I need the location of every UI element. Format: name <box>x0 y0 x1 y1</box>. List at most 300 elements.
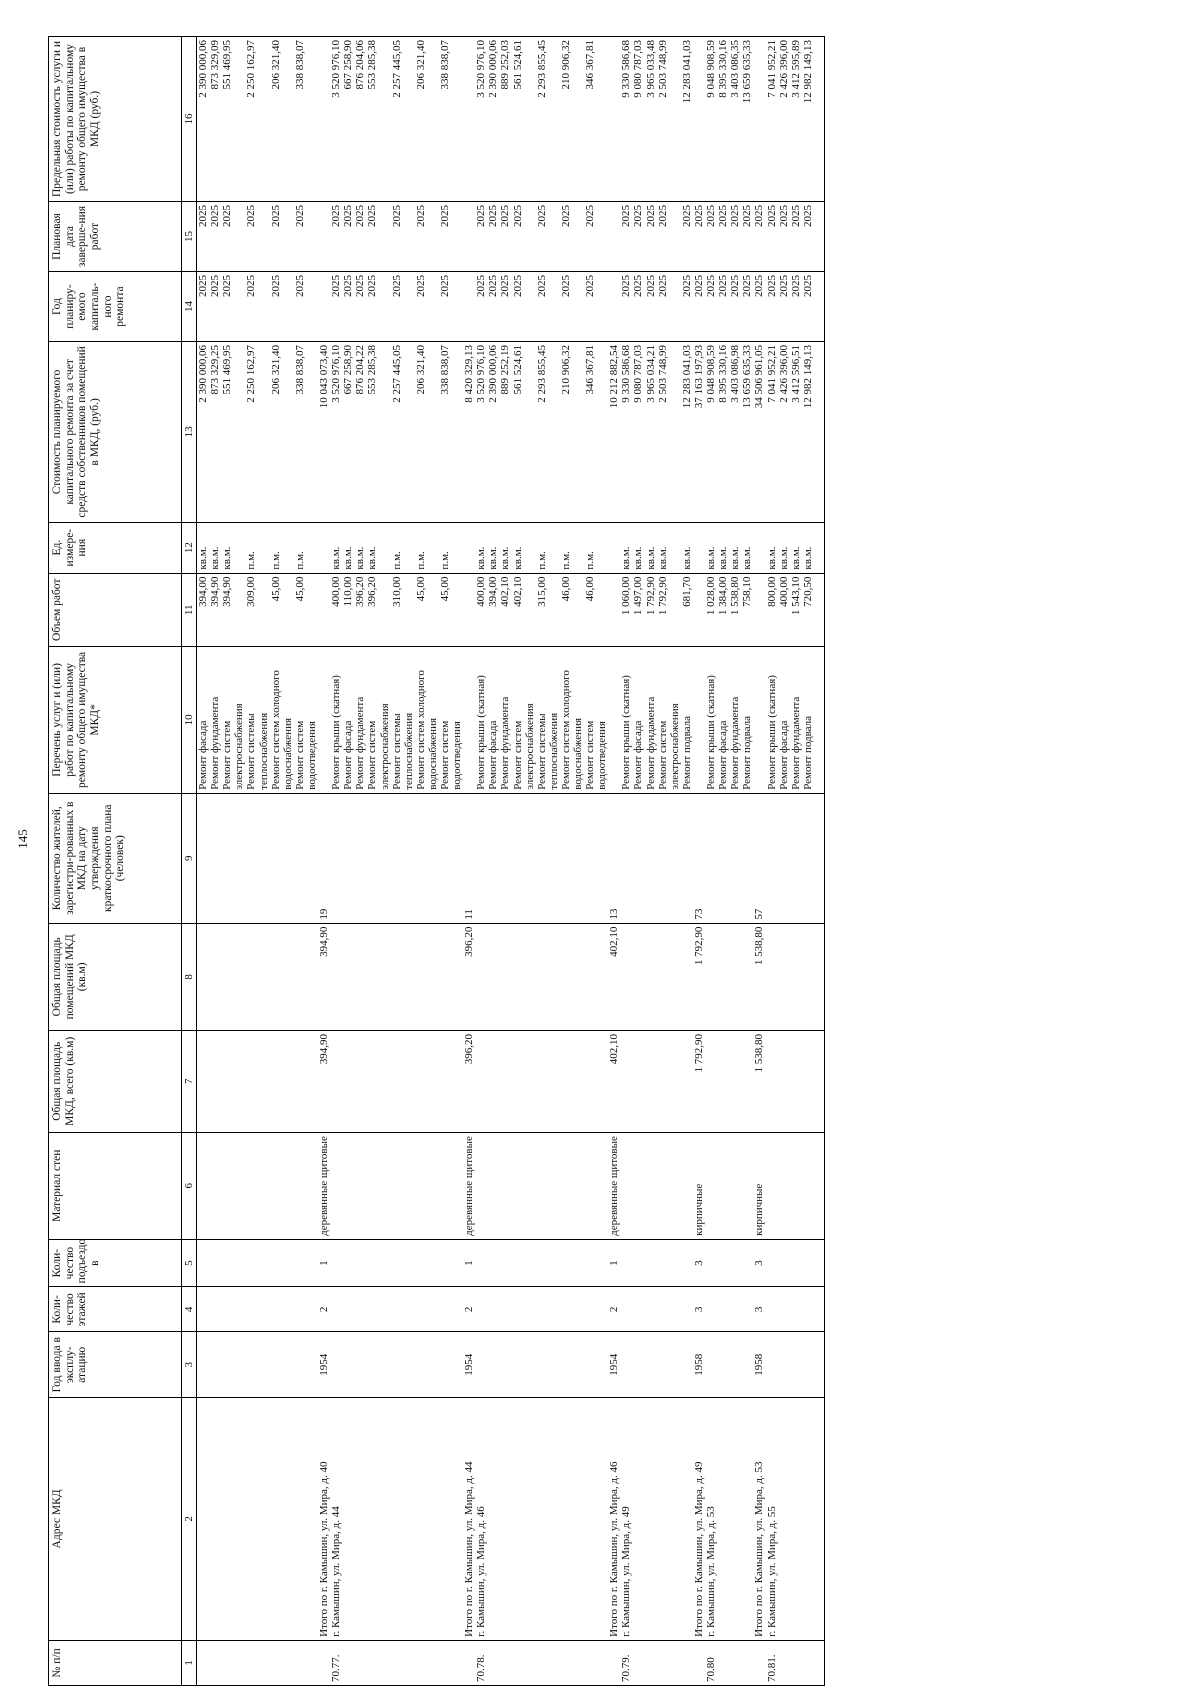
cell-c11: 758,10 <box>741 573 753 646</box>
header-cell: Коли-чество подъездо в <box>49 1239 182 1286</box>
cell-c5 <box>766 1239 778 1286</box>
cell-c16: 9 048 908,59 <box>705 37 717 202</box>
cell-c9 <box>512 793 536 923</box>
cell-c8 <box>270 923 294 1030</box>
cell-c10 <box>463 646 475 793</box>
cell-c5 <box>475 1239 487 1286</box>
cell-c1 <box>584 1640 608 1685</box>
cell-c7 <box>499 1030 511 1132</box>
cell-c13: 2 250 162,97 <box>245 342 269 523</box>
cell-c16: 9 330 586,68 <box>620 37 632 202</box>
cell-c7 <box>366 1030 390 1132</box>
cell-c10: Ремонт систем холодного водоснабжения <box>415 646 439 793</box>
cell-c14: 2025 <box>487 272 499 342</box>
cell-c8: 402,10 <box>608 923 620 1030</box>
cell-c15: 2025 <box>197 202 210 272</box>
cell-c3: 1954 <box>463 1332 475 1398</box>
cell-c11: 45,00 <box>294 573 318 646</box>
cell-c13: 3 520 976,10 <box>330 342 342 523</box>
cell-c13: 206 321,40 <box>415 342 439 523</box>
cell-c16: 3 965 033,48 <box>645 37 657 202</box>
cell-c6 <box>499 1132 511 1239</box>
cell-c2 <box>354 1398 366 1641</box>
cell-c2 <box>717 1398 729 1641</box>
column-number: 8 <box>182 923 197 1030</box>
cell-c9 <box>330 793 342 923</box>
header-cell: Предельная стоимость услуги и (или) работы по капитальному ремонту общего имущества в МКД (руб.) <box>49 37 182 202</box>
table-row <box>766 37 778 1686</box>
cell-c13: 553 285,38 <box>366 342 390 523</box>
cell-c9: 19 <box>318 793 330 923</box>
cell-c12: п.м. <box>245 522 269 573</box>
cell-c4 <box>475 1287 487 1332</box>
cell-c13: 873 329,25 <box>209 342 221 523</box>
cell-c2 <box>245 1398 269 1641</box>
cell-c4 <box>415 1287 439 1332</box>
cell-c3 <box>209 1332 221 1398</box>
cell-c2 <box>645 1398 657 1641</box>
cell-c7: 1 792,90 <box>693 1030 705 1132</box>
cell-c2 <box>439 1398 463 1641</box>
column-number: 9 <box>182 793 197 923</box>
cell-c1: 70.78. <box>475 1640 487 1685</box>
cell-c12: п.м. <box>536 522 560 573</box>
table-row <box>560 37 584 1686</box>
cell-c7 <box>330 1030 342 1132</box>
cell-c11: 315,00 <box>536 573 560 646</box>
filler-cell <box>814 1132 825 1239</box>
cell-c14: 2025 <box>209 272 221 342</box>
cell-c5 <box>209 1239 221 1286</box>
cell-c13: 2 293 855,45 <box>536 342 560 523</box>
cell-c1 <box>415 1640 439 1685</box>
cell-c15: 2025 <box>681 202 693 272</box>
cell-c3 <box>245 1332 269 1398</box>
filler-cell <box>814 522 825 573</box>
cell-c7: 1 538,80 <box>753 1030 765 1132</box>
cell-c12 <box>463 522 475 573</box>
filler-cell <box>814 573 825 646</box>
cell-c3 <box>717 1332 729 1398</box>
cell-c4: 2 <box>318 1287 330 1332</box>
cell-c7 <box>645 1030 657 1132</box>
cell-c15: 2025 <box>294 202 318 272</box>
cell-c16: 551 469,95 <box>221 37 245 202</box>
cell-c4 <box>645 1287 657 1332</box>
cell-c2 <box>584 1398 608 1641</box>
table-row <box>209 37 221 1686</box>
cell-c15: 2025 <box>221 202 245 272</box>
cell-c11: 45,00 <box>415 573 439 646</box>
cell-c6 <box>741 1132 753 1239</box>
cell-c14: 2025 <box>245 272 269 342</box>
cell-c15: 2025 <box>632 202 644 272</box>
cell-c1 <box>790 1640 802 1685</box>
cell-c1 <box>487 1640 499 1685</box>
cell-c2 <box>778 1398 790 1641</box>
cell-c5 <box>741 1239 753 1286</box>
cell-c16: 13 659 635,33 <box>741 37 753 202</box>
cell-c9 <box>245 793 269 923</box>
filler-cell <box>814 1640 825 1685</box>
cell-c10: Ремонт фундамента <box>645 646 657 793</box>
cell-c14: 2025 <box>741 272 753 342</box>
table-row <box>294 37 318 1686</box>
filler-cell <box>814 1239 825 1286</box>
cell-c9 <box>632 793 644 923</box>
cell-c8: 1 792,90 <box>693 923 705 1030</box>
cell-c15: 2025 <box>330 202 342 272</box>
cell-c4 <box>681 1287 693 1332</box>
cell-c2 <box>391 1398 415 1641</box>
cell-c15: 2025 <box>778 202 790 272</box>
cell-c2: Итого по г. Камышин, ул. Мира, д. 53 <box>753 1398 765 1641</box>
cell-c10: Ремонт фасада <box>487 646 499 793</box>
cell-c10: Ремонт подвала <box>681 646 693 793</box>
cell-c12: кв.м. <box>766 522 778 573</box>
header-row <box>49 37 182 1686</box>
cell-c13: 2 390 000,06 <box>487 342 499 523</box>
cell-c6 <box>475 1132 487 1239</box>
cell-c2 <box>741 1398 753 1641</box>
cell-c8 <box>741 923 753 1030</box>
table-row <box>330 37 342 1686</box>
cell-c13: 12 283 041,03 <box>681 342 693 523</box>
cell-c9: 13 <box>608 793 620 923</box>
cell-c8 <box>294 923 318 1030</box>
cell-c12: кв.м. <box>221 522 245 573</box>
cell-c13: 338 838,07 <box>294 342 318 523</box>
cell-c16: 9 080 787,03 <box>632 37 644 202</box>
cell-c12 <box>318 522 330 573</box>
cell-c10 <box>608 646 620 793</box>
cell-c11: 45,00 <box>439 573 463 646</box>
cell-c11: 1 543,10 <box>790 573 802 646</box>
header-cell: Материал стен <box>49 1132 182 1239</box>
cell-c8 <box>632 923 644 1030</box>
cell-c7 <box>632 1030 644 1132</box>
cell-c3 <box>584 1332 608 1398</box>
cell-c5 <box>245 1239 269 1286</box>
table-row <box>620 37 632 1686</box>
column-number: 5 <box>182 1239 197 1286</box>
cell-c15: 2025 <box>354 202 366 272</box>
cell-c4 <box>245 1287 269 1332</box>
cell-c10: Ремонт подвала <box>741 646 753 793</box>
cell-c8 <box>802 923 814 1030</box>
cell-c1 <box>294 1640 318 1685</box>
cell-c10: Ремонт систем электроснабжения <box>366 646 390 793</box>
cell-c3 <box>536 1332 560 1398</box>
table-row <box>681 37 693 1686</box>
cell-c7: 402,10 <box>608 1030 620 1132</box>
filler-cell <box>814 272 825 342</box>
filler-cell <box>814 923 825 1030</box>
cell-c15: 2025 <box>717 202 729 272</box>
cell-c2 <box>729 1398 741 1641</box>
cell-c3 <box>705 1332 717 1398</box>
cell-c3 <box>741 1332 753 1398</box>
cell-c12: кв.м. <box>729 522 741 573</box>
cell-c11 <box>463 573 475 646</box>
cell-c9 <box>415 793 439 923</box>
table-row <box>245 37 269 1686</box>
cell-c10 <box>753 646 765 793</box>
cell-c7 <box>620 1030 632 1132</box>
cell-c13: 37 163 197,93 <box>693 342 705 523</box>
cell-c3 <box>657 1332 681 1398</box>
filler-cell <box>814 37 825 202</box>
cell-c7 <box>487 1030 499 1132</box>
cell-c5 <box>645 1239 657 1286</box>
cell-c10: Ремонт систем электроснабжения <box>512 646 536 793</box>
cell-c5 <box>415 1239 439 1286</box>
cell-c15: 2025 <box>512 202 536 272</box>
cell-c11: 1 497,00 <box>632 573 644 646</box>
cell-c10: Ремонт фасада <box>717 646 729 793</box>
cell-c13: 889 252,19 <box>499 342 511 523</box>
cell-c10: Ремонт систем холодного водоснабжения <box>560 646 584 793</box>
header-cell: Коли-чество этажей <box>49 1287 182 1332</box>
cell-c9 <box>354 793 366 923</box>
cell-c14: 2025 <box>802 272 814 342</box>
cell-c9 <box>536 793 560 923</box>
header-cell: Адрес МКД <box>49 1398 182 1641</box>
cell-c10: Ремонт крыши (скатная) <box>330 646 342 793</box>
filler-cell <box>814 1332 825 1398</box>
cell-c8 <box>766 923 778 1030</box>
page-number: 145 <box>15 829 30 849</box>
cell-c10: Ремонт систем электроснабжения <box>657 646 681 793</box>
cell-c15: 2025 <box>499 202 511 272</box>
cell-c2: г. Камышин, ул. Мира, д. 44 <box>330 1398 342 1641</box>
cell-c6 <box>657 1132 681 1239</box>
cell-c1 <box>536 1640 560 1685</box>
cell-c6 <box>584 1132 608 1239</box>
cell-c2: Итого по г. Камышин, ул. Мира, д. 49 <box>693 1398 705 1641</box>
cell-c6 <box>209 1132 221 1239</box>
cell-c13: 3 412 596,51 <box>790 342 802 523</box>
cell-c4 <box>741 1287 753 1332</box>
table-row <box>657 37 681 1686</box>
cell-c4 <box>657 1287 681 1332</box>
cell-c5 <box>717 1239 729 1286</box>
cell-c12 <box>693 522 705 573</box>
cell-c9 <box>366 793 390 923</box>
cell-c3 <box>439 1332 463 1398</box>
cell-c12: кв.м. <box>209 522 221 573</box>
cell-c10: Ремонт систем водоотведения <box>439 646 463 793</box>
cell-c6 <box>366 1132 390 1239</box>
cell-c4 <box>632 1287 644 1332</box>
cell-c16 <box>608 37 620 202</box>
cell-c14: 2025 <box>681 272 693 342</box>
cell-c8 <box>512 923 536 1030</box>
cell-c14: 2025 <box>221 272 245 342</box>
cell-c2: г. Камышин, ул. Мира, д. 49 <box>620 1398 632 1641</box>
cell-c13: 551 469,95 <box>221 342 245 523</box>
cell-c13: 9 080 787,03 <box>632 342 644 523</box>
table-row <box>439 37 463 1686</box>
cell-c5 <box>270 1239 294 1286</box>
cell-c9: 57 <box>753 793 765 923</box>
header-cell: Стоимость планируемого капитального ремонта за счет средств собственников помещений в МКД, (руб.) <box>49 342 182 523</box>
cell-c13: 2 390 000,06 <box>197 342 210 523</box>
cell-c4 <box>717 1287 729 1332</box>
cell-c4 <box>487 1287 499 1332</box>
cell-c4 <box>560 1287 584 1332</box>
cell-c11: 394,90 <box>221 573 245 646</box>
cell-c16: 3 412 595,89 <box>790 37 802 202</box>
cell-c1 <box>632 1640 644 1685</box>
cell-c5 <box>354 1239 366 1286</box>
cell-c14: 2025 <box>512 272 536 342</box>
cell-c15: 2025 <box>790 202 802 272</box>
cell-c16: 346 367,81 <box>584 37 608 202</box>
cell-c6 <box>766 1132 778 1239</box>
total-row <box>608 37 620 1686</box>
cell-c11: 394,90 <box>209 573 221 646</box>
cell-c14: 2025 <box>330 272 342 342</box>
cell-c3 <box>766 1332 778 1398</box>
cell-c2 <box>209 1398 221 1641</box>
cell-c2: Итого по г. Камышин, ул. Мира, д. 40 <box>318 1398 330 1641</box>
cell-c1 <box>354 1640 366 1685</box>
cell-c6 <box>536 1132 560 1239</box>
cell-c8 <box>354 923 366 1030</box>
cell-c14: 2025 <box>475 272 487 342</box>
cell-c11: 400,00 <box>778 573 790 646</box>
cell-c6 <box>197 1132 210 1239</box>
cell-c4 <box>766 1287 778 1332</box>
cell-c14: 2025 <box>366 272 390 342</box>
cell-c12: кв.м. <box>645 522 657 573</box>
cell-c5 <box>632 1239 644 1286</box>
cell-c11 <box>753 573 765 646</box>
cell-c11: 46,00 <box>560 573 584 646</box>
cell-c10: Ремонт фундамента <box>499 646 511 793</box>
cell-c15: 2025 <box>342 202 354 272</box>
cell-c2 <box>366 1398 390 1641</box>
cell-c11: 110,00 <box>342 573 354 646</box>
cell-c5 <box>729 1239 741 1286</box>
cell-c3: 1958 <box>753 1332 765 1398</box>
cell-c12: кв.м. <box>717 522 729 573</box>
cell-c1 <box>657 1640 681 1685</box>
cell-c15: 2025 <box>657 202 681 272</box>
cell-c16 <box>318 37 330 202</box>
cell-c6 <box>415 1132 439 1239</box>
table-row <box>391 37 415 1686</box>
cell-c14: 2025 <box>657 272 681 342</box>
cell-c7 <box>209 1030 221 1132</box>
table-row <box>354 37 366 1686</box>
cell-c4: 2 <box>608 1287 620 1332</box>
cell-c4 <box>294 1287 318 1332</box>
cell-c7 <box>354 1030 366 1132</box>
cell-c7 <box>778 1030 790 1132</box>
cell-c10: Ремонт системы теплоснабжения <box>536 646 560 793</box>
cell-c7 <box>221 1030 245 1132</box>
cell-c8 <box>584 923 608 1030</box>
table-row <box>366 37 390 1686</box>
column-number: 11 <box>182 573 197 646</box>
cell-c6: кирпичные <box>693 1132 705 1239</box>
cell-c15: 2025 <box>620 202 632 272</box>
cell-c12: п.м. <box>294 522 318 573</box>
cell-c1 <box>717 1640 729 1685</box>
cell-c7 <box>439 1030 463 1132</box>
header-cell: Перечень услуг и (или) работ по капитальному ремонту общего имущества МКД* <box>49 646 182 793</box>
cell-c8: 394,90 <box>318 923 330 1030</box>
cell-c13: 3 965 034,21 <box>645 342 657 523</box>
cell-c9 <box>209 793 221 923</box>
cell-c13: 2 426 396,00 <box>778 342 790 523</box>
cell-c6: деревянные щитовые <box>608 1132 620 1239</box>
cell-c11: 402,10 <box>512 573 536 646</box>
cell-c1 <box>463 1640 475 1685</box>
cell-c5: 1 <box>608 1239 620 1286</box>
cell-c7: 396,20 <box>463 1030 475 1132</box>
cell-c1: 70.81. <box>766 1640 778 1685</box>
header-cell: Общая площадь помещений МКД (кв.м) <box>49 923 182 1030</box>
cell-c15: 2025 <box>366 202 390 272</box>
cell-c15: 2025 <box>729 202 741 272</box>
header-cell: Год ввода в эксплу-атацию <box>49 1332 182 1398</box>
cell-c8 <box>705 923 717 1030</box>
cell-c6: деревянные щитовые <box>318 1132 330 1239</box>
cell-c13: 9 048 908,59 <box>705 342 717 523</box>
cell-c13: 34 506 961,05 <box>753 342 765 523</box>
cell-c8 <box>209 923 221 1030</box>
cell-c9 <box>342 793 354 923</box>
cell-c8 <box>717 923 729 1030</box>
cell-c1 <box>778 1640 790 1685</box>
header-cell: Плановая дата заверше-ния работ <box>49 202 182 272</box>
cell-c6 <box>620 1132 632 1239</box>
cell-c15: 2025 <box>741 202 753 272</box>
cell-c4 <box>439 1287 463 1332</box>
cell-c2 <box>499 1398 511 1641</box>
cell-c16: 2 257 445,05 <box>391 37 415 202</box>
cell-c14: 2025 <box>717 272 729 342</box>
cell-c15 <box>608 202 620 272</box>
cell-c6 <box>294 1132 318 1239</box>
cell-c6 <box>802 1132 814 1239</box>
cell-c5: 3 <box>693 1239 705 1286</box>
column-number: 15 <box>182 202 197 272</box>
cell-c4 <box>221 1287 245 1332</box>
cell-c9 <box>657 793 681 923</box>
cell-c14: 2025 <box>342 272 354 342</box>
cell-c8 <box>499 923 511 1030</box>
cell-c11: 1 060,00 <box>620 573 632 646</box>
cell-c8 <box>536 923 560 1030</box>
cell-c12: п.м. <box>391 522 415 573</box>
cell-c16: 3 403 086,35 <box>729 37 741 202</box>
cell-c1 <box>729 1640 741 1685</box>
cell-c10: Ремонт крыши (скатная) <box>705 646 717 793</box>
cell-c12: кв.м. <box>366 522 390 573</box>
cell-c10: Ремонт системы теплоснабжения <box>391 646 415 793</box>
cell-c13: 9 330 586,68 <box>620 342 632 523</box>
cell-c11: 394,00 <box>197 573 210 646</box>
cell-c8: 1 538,80 <box>753 923 765 1030</box>
cell-c8 <box>620 923 632 1030</box>
column-number: 12 <box>182 522 197 573</box>
cell-c1 <box>802 1640 814 1685</box>
cell-c9 <box>221 793 245 923</box>
